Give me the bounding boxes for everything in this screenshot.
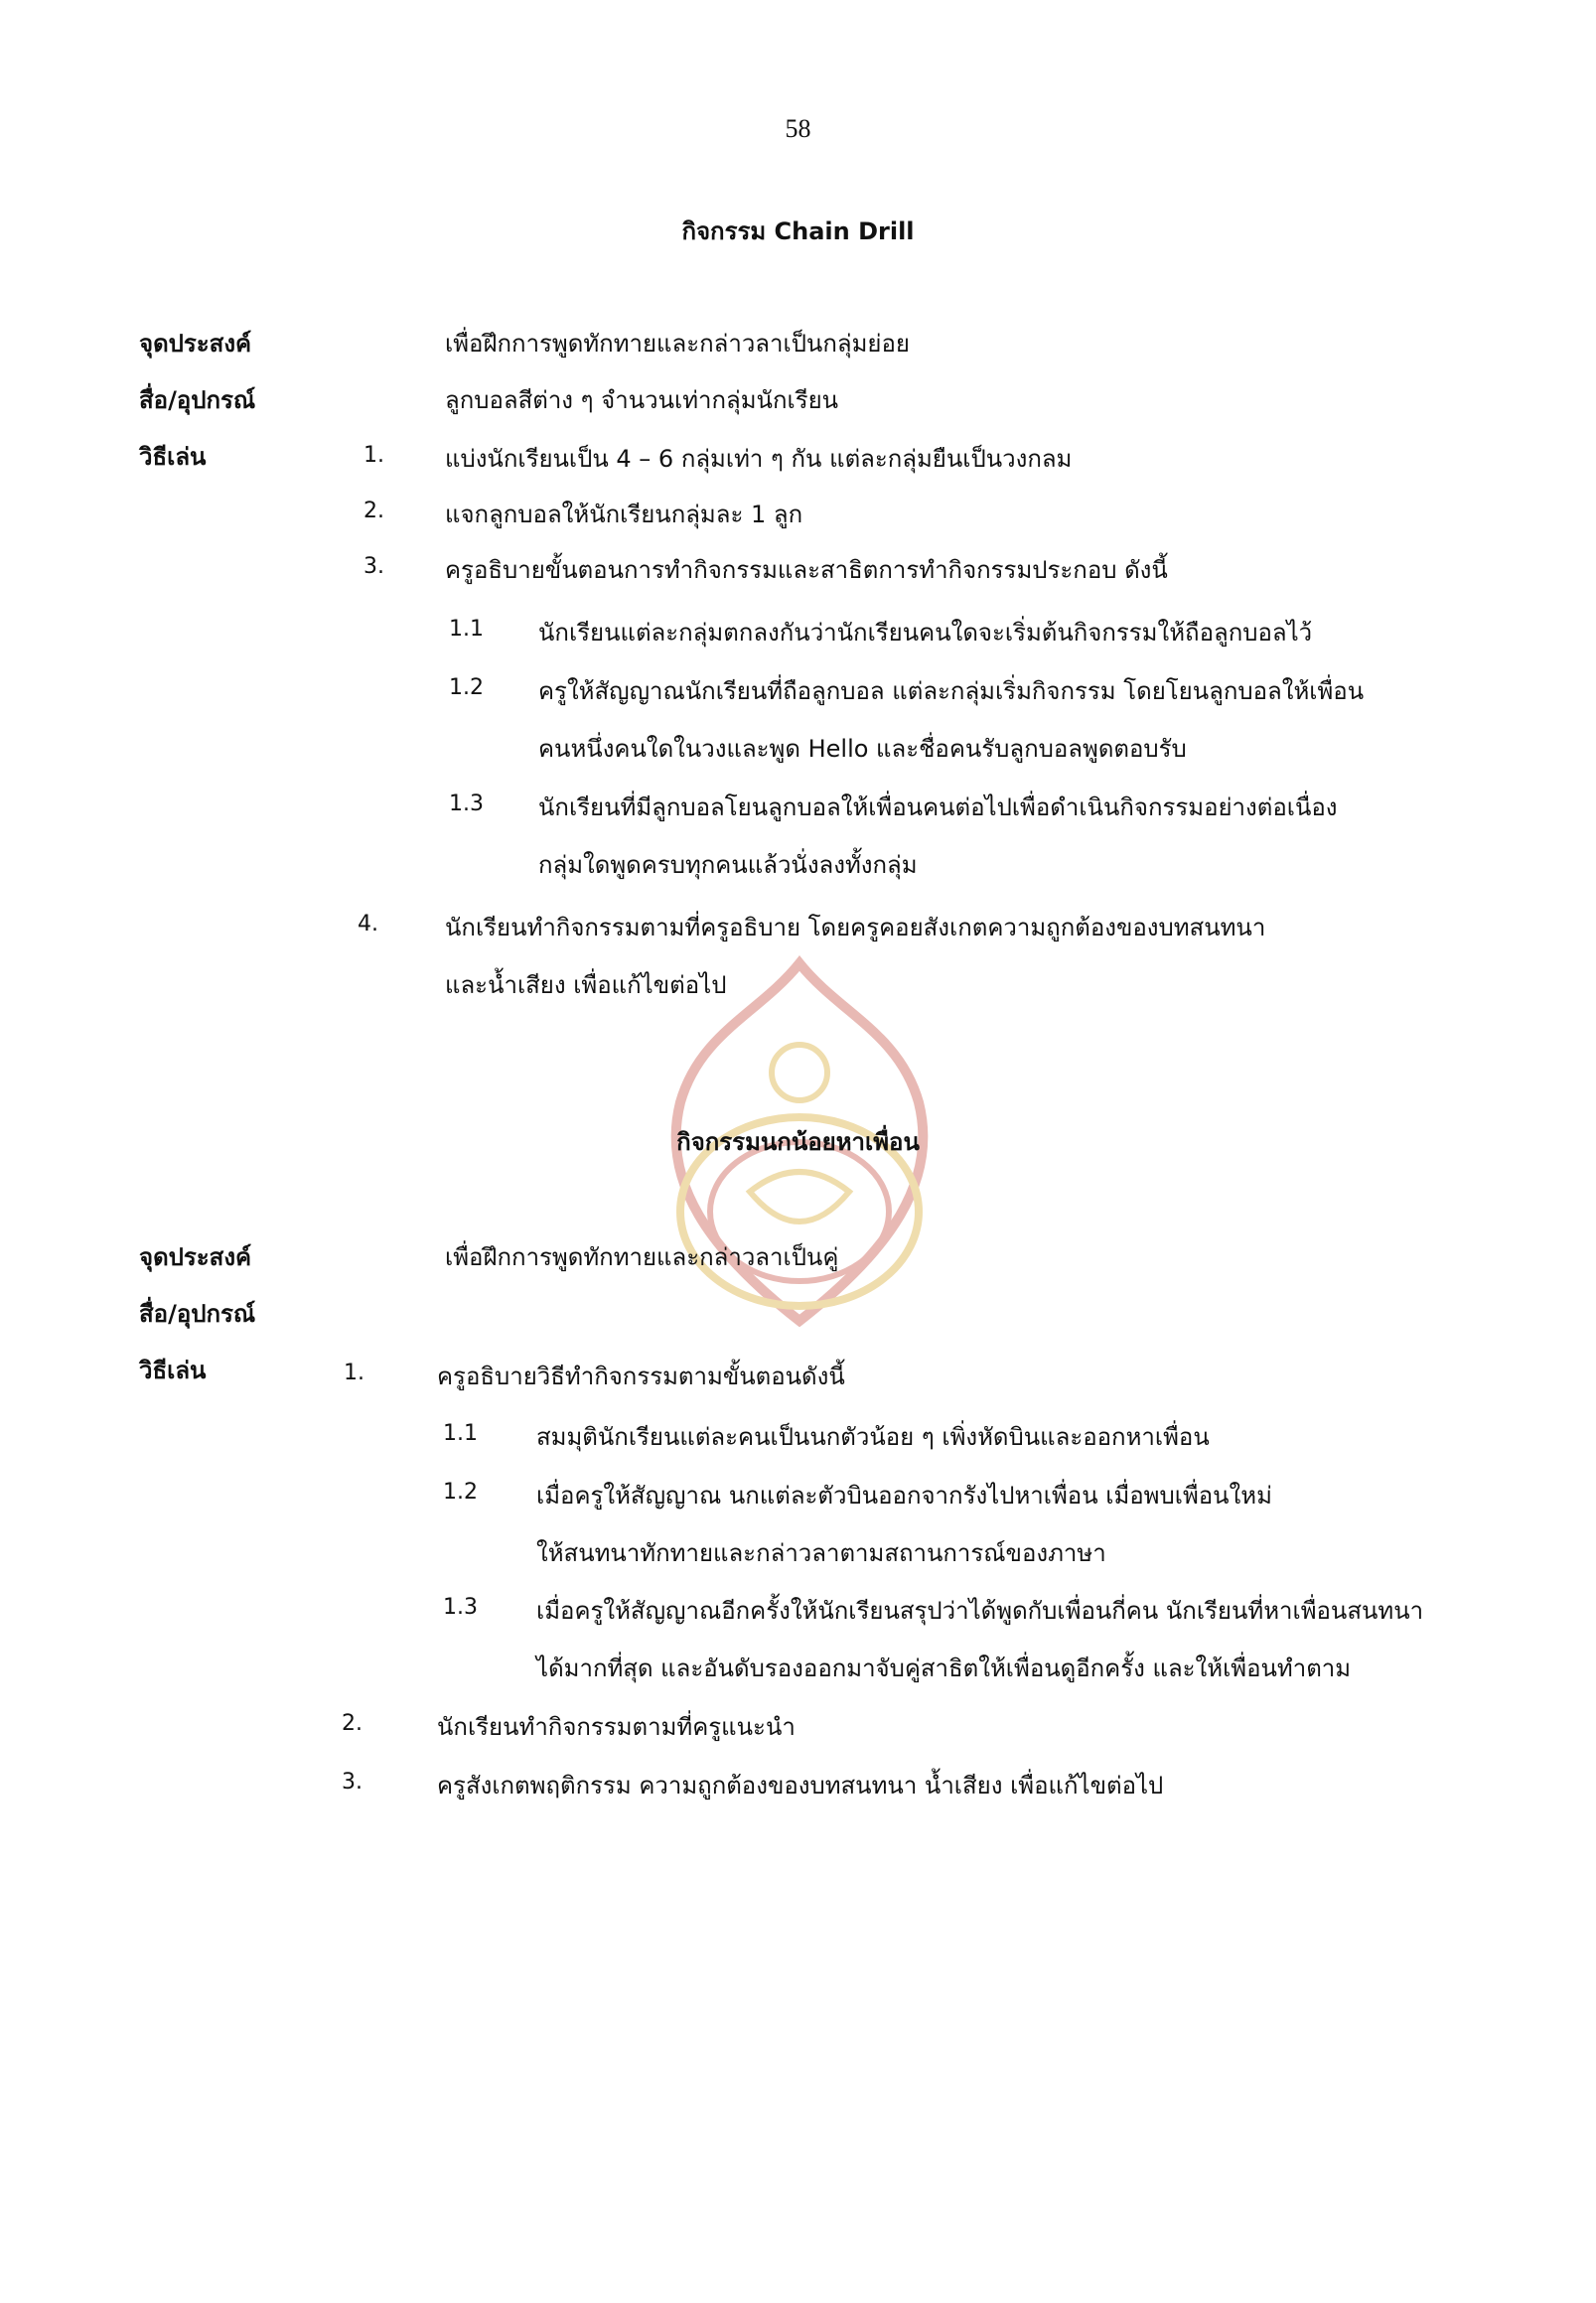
step-text: ครูอธิบายขั้นตอนการทำกิจกรรมและสาธิตการทำกิจกรรมประกอบ ดังนี้ <box>445 556 1168 584</box>
substep-number: 1.1 <box>449 617 484 642</box>
page-number: 58 <box>785 114 811 143</box>
step-text: นักเรียนทำกิจกรรมตามที่ครูแนะนำ <box>437 1713 796 1741</box>
step-text: ครูสังเกตพฤติกรรม ความถูกต้องของบทสนทนา น้ำเสียง เพื่อแก้ไขต่อไป <box>437 1772 1164 1799</box>
substep-text: นักเรียนที่มีลูกบอลโยนลูกบอลให้เพื่อนคนต่อไปเพื่อดำเนินกิจกรรมอย่างต่อเนื่อง <box>538 793 1338 821</box>
substep-text-continued: ให้สนทนาทักทายและกล่าวลาตามสถานการณ์ของภาษา <box>536 1539 1106 1567</box>
step-text: แจกลูกบอลให้นักเรียนกลุ่มละ 1 ลูก <box>445 501 803 528</box>
substep-number: 1.2 <box>449 675 484 700</box>
substep-number: 1.3 <box>449 792 484 816</box>
substep-number: 1.3 <box>443 1595 478 1620</box>
substep-number: 1.2 <box>443 1480 478 1505</box>
substep-text: เมื่อครูให้สัญญาณอีกครั้งให้นักเรียนสรุปว่าได้พูดกับเพื่อนกี่คน นักเรียนที่หาเพื่อนสนทนา <box>536 1597 1424 1625</box>
purpose-label: จุดประสงค์ <box>139 330 252 358</box>
substep-text-continued: ได้มากที่สุด และอันดับรองออกมาจับคู่สาธิตให้เพื่อนดูอีกครั้ง และให้เพื่อนทำตาม <box>536 1655 1352 1682</box>
step-text: นักเรียนทำกิจกรรมตามที่ครูอธิบาย โดยครูคอยสังเกตความถูกต้องของบทสนทนา <box>445 914 1266 941</box>
activity-title: กิจกรรมนกน้อยหาเพื่อน <box>676 1128 920 1156</box>
step-text-continued: และน้ำเสียง เพื่อแก้ไขต่อไป <box>445 971 727 999</box>
substep-text-continued: กลุ่มใดพูดครบทุกคนแล้วนั่งลงทั้งกลุ่ม <box>538 851 918 879</box>
substep-text-continued: คนหนึ่งคนใดในวงและพูด Hello และชื่อคนรับลูกบอลพูดตอบรับ <box>538 735 1187 763</box>
step-number: 2. <box>342 1711 363 1736</box>
step-number: 1. <box>363 443 384 468</box>
substep-text: สมมุตินักเรียนแต่ละคนเป็นนกตัวน้อย ๆ เพิ่งหัดบินและออกหาเพื่อน <box>536 1423 1210 1451</box>
materials-text: ลูกบอลสีต่าง ๆ จำนวนเท่ากลุ่มนักเรียน <box>445 386 839 414</box>
step-number: 1. <box>344 1361 364 1385</box>
substep-text: นักเรียนแต่ละกลุ่มตกลงกันว่านักเรียนคนใดจะเริ่มต้นกิจกรรมให้ถือลูกบอลไว้ <box>538 619 1313 647</box>
purpose-label: จุดประสงค์ <box>139 1243 252 1271</box>
materials-label: สื่อ/อุปกรณ์ <box>139 1300 256 1328</box>
step-number: 3. <box>363 554 384 579</box>
step-number: 2. <box>363 499 384 523</box>
step-text: แบ่งนักเรียนเป็น 4 – 6 กลุ่มเท่า ๆ กัน แต่ละกลุ่มยืนเป็นวงกลม <box>445 445 1073 473</box>
step-number: 3. <box>342 1770 363 1795</box>
substep-number: 1.1 <box>443 1421 478 1446</box>
step-text: ครูอธิบายวิธีทำกิจกรรมตามขั้นตอนดังนี้ <box>437 1363 845 1390</box>
method-label: วิธีเล่น <box>139 1357 207 1384</box>
purpose-text: เพื่อฝึกการพูดทักทายและกล่าวลาเป็นคู่ <box>445 1243 839 1271</box>
method-label: วิธีเล่น <box>139 443 207 471</box>
substep-text: เมื่อครูให้สัญญาณ นกแต่ละตัวบินออกจากรังไปหาเพื่อน เมื่อพบเพื่อนใหม่ <box>536 1482 1272 1510</box>
step-number: 4. <box>358 912 378 936</box>
purpose-text: เพื่อฝึกการพูดทักทายและกล่าวลาเป็นกลุ่มย่อย <box>445 330 910 358</box>
materials-label: สื่อ/อุปกรณ์ <box>139 386 256 414</box>
activity-title: กิจกรรม Chain Drill <box>681 217 915 245</box>
substep-text: ครูให้สัญญาณนักเรียนที่ถือลูกบอล แต่ละกลุ่มเริ่มกิจกรรม โดยโยนลูกบอลให้เพื่อน <box>538 677 1365 705</box>
